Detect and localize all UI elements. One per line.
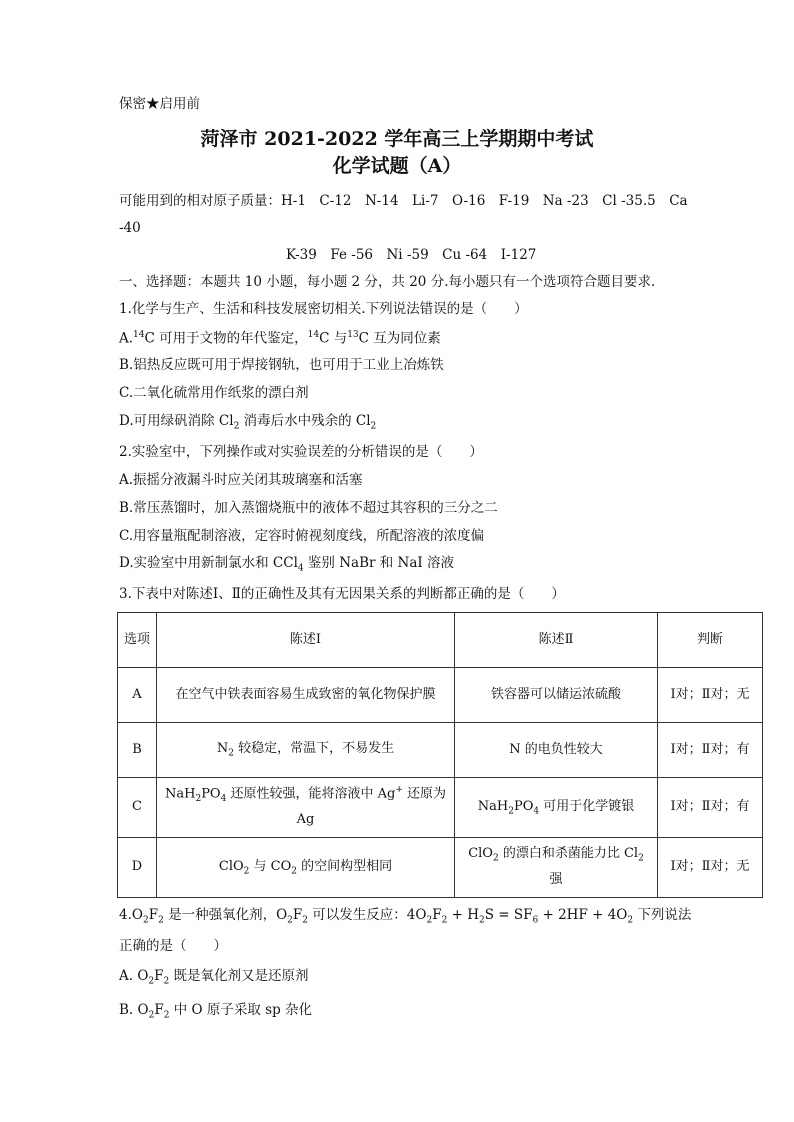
sub: 2 — [163, 1010, 170, 1021]
sub: 2 — [627, 915, 634, 926]
row-statement-1 — [157, 778, 455, 838]
sub: 2 — [233, 421, 240, 432]
sub: 6 — [532, 915, 539, 926]
header-judgment: 判断 — [658, 613, 763, 668]
sub: 2 — [478, 915, 485, 926]
text: 还原为 Ag — [296, 786, 446, 828]
q4-option-b — [119, 1004, 312, 1021]
text: 是一种强氧化剂，O — [163, 907, 288, 923]
row-statement-1: 在空气中铁表面容易生成致密的氧化物保护膜 — [157, 668, 455, 723]
row-judgment: Ⅰ对；Ⅱ对；有 — [658, 778, 763, 838]
exam-title: 菏泽市 2021-2022 学年高三上学期期中考试 — [200, 128, 594, 150]
section-heading: 一、选择题：本题共 10 小题，每小题 2 分，共 20 分.每小题只有一个选项符合题目要求. — [119, 274, 656, 290]
row-statement-2 — [455, 778, 658, 838]
row-statement-1 — [157, 838, 455, 898]
text: 较稳定，常温下，不易发生 — [233, 741, 395, 757]
text: 与 CO — [249, 858, 292, 874]
text: F — [432, 907, 442, 923]
q4-stem — [119, 909, 691, 926]
sub: 2 — [426, 915, 433, 926]
text: 的漂白和杀菌能力比 Cl — [498, 846, 639, 862]
formula: N — [216, 741, 229, 757]
formula: ClO — [218, 858, 244, 874]
text: B. O — [119, 1002, 149, 1018]
confidential-label: 保密★启用前 — [119, 96, 200, 112]
sub: 2 — [142, 915, 149, 926]
sub: 2 — [492, 853, 499, 864]
text: + H — [447, 907, 479, 923]
row-judgment: Ⅰ对；Ⅱ对；无 — [658, 838, 763, 898]
sub: 2 — [287, 915, 293, 926]
q1-option-c: C.二氧化硫常用作纸浆的漂白剂 — [119, 385, 309, 401]
table-row — [118, 778, 763, 838]
sub: 2 — [638, 853, 644, 864]
q1-option-a — [119, 331, 441, 346]
sub: 2 — [228, 748, 234, 759]
q1-option-b: B.铝热反应既可用于焊接钢轨，也可用于工业上冶炼铁 — [119, 357, 444, 373]
exam-subtitle: 化学试题（A） — [332, 155, 462, 177]
atomic-mass-line-3: K-39 Fe -56 Ni -59 Cu -64 I-127 — [286, 247, 537, 263]
q4-option-a — [119, 970, 309, 987]
q2-option-b: B.常压蒸馏时，加入蒸馏烧瓶中的液体不超过其容积的三分之二 — [119, 500, 498, 516]
text: 的空间构型相同 — [296, 858, 393, 874]
q1-d-prefix: D.可用绿矾消除 Cl — [119, 413, 234, 429]
sub: 2 — [370, 421, 377, 432]
table-row — [118, 668, 763, 723]
text: + 2HF + 4O — [538, 907, 628, 923]
atomic-mass-line-1: 可能用到的相对原子质量：H-1 C-12 N-14 Li-7 O-16 F-19 Na -23 Cl -35.5 Ca — [119, 193, 688, 209]
row-statement-2: 铁容器可以储运浓硫酸 — [455, 668, 658, 723]
sup: + — [395, 785, 403, 796]
sub: 2 — [508, 806, 514, 817]
text: F — [154, 1002, 164, 1018]
row-judgment: Ⅰ对；Ⅱ对；有 — [658, 723, 763, 778]
sub: 2 — [291, 866, 297, 877]
formula: PO — [201, 786, 221, 802]
sup: 14 — [133, 330, 145, 340]
sup: 14 — [307, 330, 320, 340]
row-judgment: Ⅰ对；Ⅱ对；无 — [658, 668, 763, 723]
sub: 2 — [302, 915, 308, 926]
text: A. O — [119, 968, 149, 984]
text: S = SF — [484, 907, 533, 923]
q2-option-d — [119, 557, 454, 574]
table-header-row — [118, 613, 763, 668]
table-row — [118, 723, 763, 778]
sub: 2 — [148, 976, 155, 987]
row-option: B — [118, 723, 157, 778]
q1-a-text1: C 可用于文物的年代鉴定， — [144, 330, 308, 347]
text: 可以发生反应：4O — [308, 907, 427, 923]
atomic-mass-line-2: -40 — [119, 220, 141, 236]
sup: 13 — [347, 330, 359, 340]
text: F — [292, 907, 303, 923]
q3-table — [117, 612, 763, 898]
q1-a-text2: C 与 — [319, 330, 348, 347]
row-statement-2: N 的电负性较大 — [455, 723, 658, 778]
text: 可用于化学镀银 — [539, 798, 635, 814]
text: F — [148, 907, 159, 923]
sub: 4 — [533, 806, 540, 817]
text: 强 — [549, 872, 563, 887]
sub: 2 — [195, 794, 202, 805]
row-option: A — [118, 668, 157, 723]
row-statement-1 — [157, 723, 455, 778]
text: 既是氧化剂又是还原剂 — [169, 968, 309, 984]
q1-option-d — [119, 415, 376, 432]
text: 4.O — [119, 907, 143, 923]
formula: NaH — [477, 798, 509, 814]
sub: 4 — [297, 563, 304, 574]
q1-d-mid: 消毒后水中残余的 Cl — [239, 413, 371, 429]
text: 中 O 原子采取 sp 杂化 — [169, 1002, 313, 1018]
q1-a-prefix: A. — [119, 330, 134, 347]
q2-d-prefix: D.实验室中用新制氯水和 CCl — [119, 555, 298, 571]
q1-stem: 1.化学与生产、生活和科技发展密切相关.下列说法错误的是（ ） — [119, 301, 528, 317]
sub: 2 — [441, 915, 448, 926]
q2-option-a: A.振摇分液漏斗时应关闭其玻璃塞和活塞 — [119, 472, 363, 488]
q3-stem: 3.下表中对陈述Ⅰ、Ⅱ的正确性及其有无因果关系的判断都正确的是（ ） — [119, 586, 565, 602]
row-statement-2 — [455, 838, 658, 898]
q2-option-c: C.用容量瓶配制溶液，定容时俯视刻度线，所配溶液的浓度偏 — [119, 528, 485, 544]
formula: ClO — [468, 846, 493, 862]
q2-d-post: 鉴别 NaBr 和 NaI 溶液 — [303, 555, 455, 571]
text: 下列说法 — [633, 907, 692, 923]
formula: NaH — [164, 786, 196, 802]
text: 还原性较强，能将溶液中 Ag — [226, 786, 396, 802]
header-statement-2: 陈述Ⅱ — [455, 613, 658, 668]
header-statement-1: 陈述Ⅰ — [157, 613, 455, 668]
table-row — [118, 838, 763, 898]
row-option: D — [118, 838, 157, 898]
sub: 4 — [220, 794, 227, 805]
sub: 2 — [163, 976, 170, 987]
q1-a-text3: C 互为同位素 — [358, 330, 441, 347]
q2-stem: 2.实验室中，下列操作或对实验误差的分析错误的是（ ） — [119, 444, 483, 460]
sub: 2 — [148, 1010, 155, 1021]
sub: 2 — [243, 866, 250, 877]
sub: 2 — [158, 915, 164, 926]
q4-stem-line-2: 正确的是（ ） — [119, 938, 227, 954]
row-option: C — [118, 778, 157, 838]
formula: PO — [513, 798, 534, 814]
header-option: 选项 — [118, 613, 157, 668]
text: F — [154, 968, 164, 984]
